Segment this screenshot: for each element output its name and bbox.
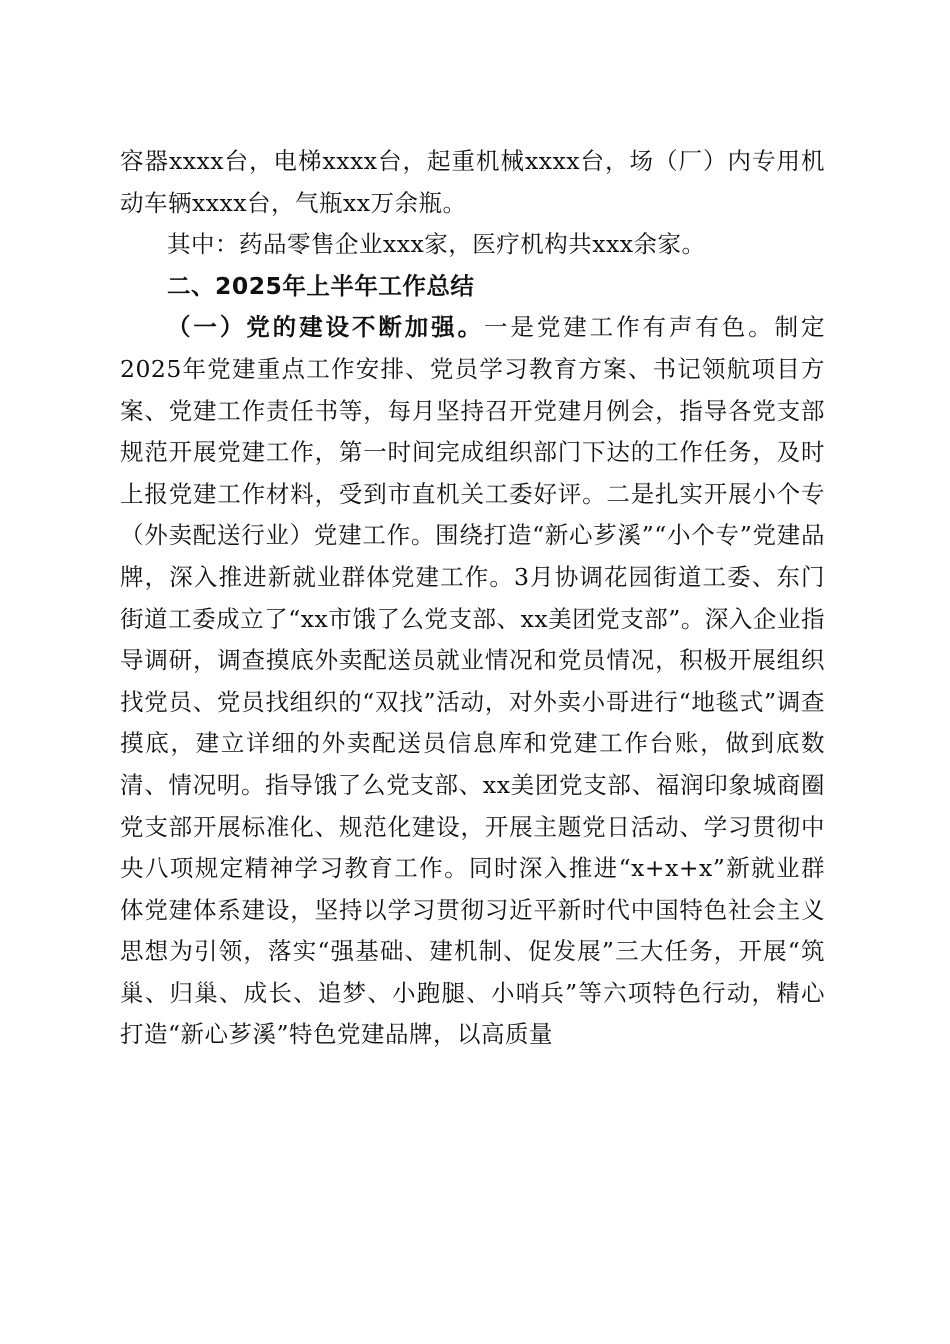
paragraph-equipment-stats: 容器xxxx台，电梯xxxx台，起重机械xxxx台，场（厂）内专用机动车辆xxxx台，气瓶xx万余瓶。 (120, 147, 825, 217)
section-heading: 二、2025年上半年工作总结 (167, 271, 475, 300)
paragraph-party-building (120, 307, 825, 1056)
document-body (120, 141, 825, 1056)
paragraph-pharmacy-stats: 其中：药品零售企业xxx家，医疗机构共xxx余家。 (167, 230, 706, 259)
paragraph-lead-title: （一）党的建设不断加强。 (167, 313, 484, 342)
paragraph-body-text: 一是党建工作有声有色。制定2025年党建重点工作安排、党员学习教育方案、书记领航项目方案、党建工作责任书等，每月坚持召开党建月例会，指导各党支部规范开展党建工作，第一时间完成组织部门下达的工作任务，及时上报党建工作材料，受到市直机关工委好评。二是扎实开展小个专（外卖配送行业）党建工作。围绕打造“新心芗溪”“小个专”党建品牌，深入推进新就业群体党建工作。3月协调花园街道工委、东门街道工委成立了“xx市饿了么党支部、xx美团党支部”。深入企业指导调研，调查摸底外卖配送员就业情况和党员情况，积极开展组织找党员、党员找组织的“双找”活动，对外卖小哥进行“地毯式”调查摸底，建立详细的外卖配送员信息库和党建工作台账，做到底数清、情况明。指导饿了么党支部、xx美团党支部、福润印象城商圈党支部开展标准化、规范化建设，开展主题党日活动、学习贯彻中央八项规定精神学习教育工作。同时深入推进“x+x+x”新就业群体党建体系建设，坚持以学习贯彻习近平新时代中国特色社会主义思想为引领，落实“强基础、建机制、促发展”三大任务，开展“筑巢、归巢、成长、追梦、小跑腿、小哨兵”等六项特色行动，精心打造“新心芗溪”特色党建品牌，以高质量 (120, 313, 825, 1049)
